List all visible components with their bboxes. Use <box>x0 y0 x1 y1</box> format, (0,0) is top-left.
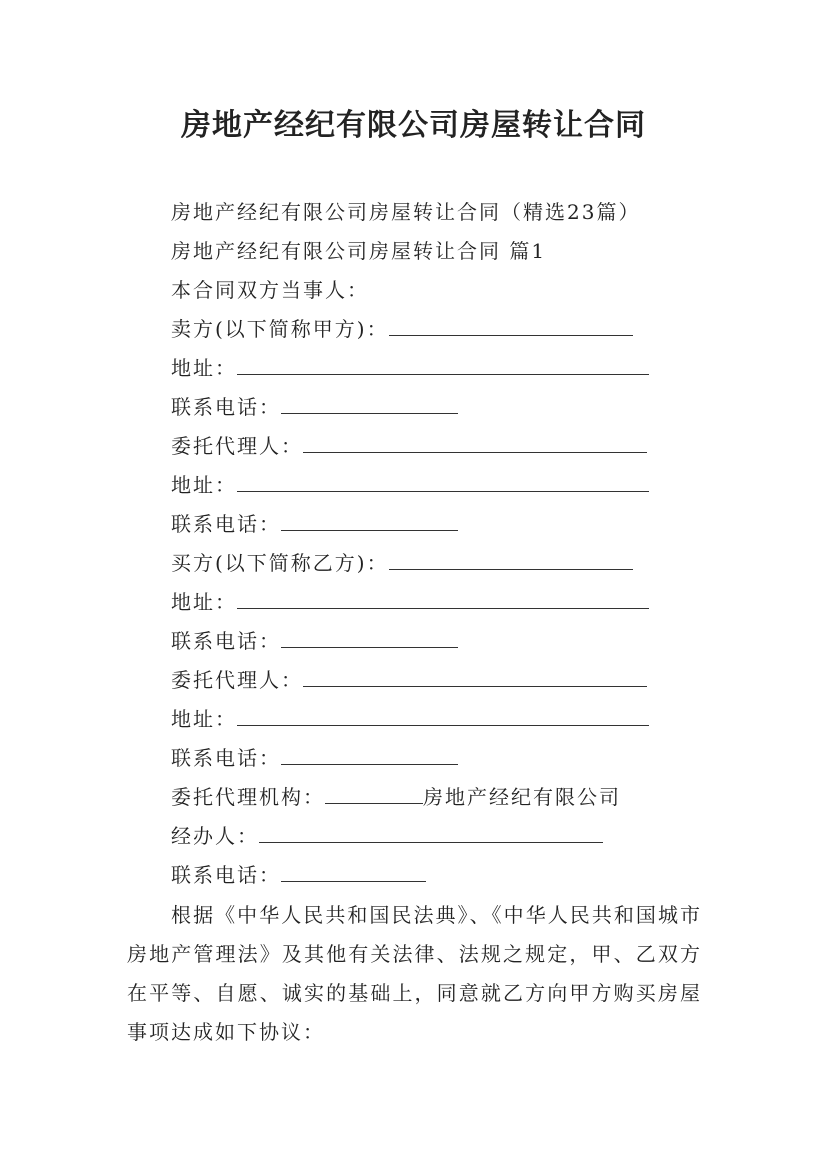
body-paragraph <box>127 896 702 1052</box>
buyer-agent-phone-blank <box>281 746 458 765</box>
field-label: 联系电话： <box>171 395 281 419</box>
buyer-address-field <box>171 589 649 615</box>
document-subtitle: 房地产经纪有限公司房屋转让合同（精选23篇） <box>171 200 641 224</box>
buyer-agent-address-field <box>171 706 649 732</box>
field-label: 地址： <box>171 473 237 497</box>
section-heading: 房地产经纪有限公司房屋转让合同 篇1 <box>171 239 547 263</box>
handler-field <box>171 823 603 849</box>
seller-agent-phone-blank <box>281 512 458 531</box>
field-label: 委托代理人： <box>171 434 303 458</box>
seller-address-field <box>171 355 649 381</box>
parties-intro: 本合同双方当事人： <box>171 278 369 302</box>
seller-agent-field <box>171 433 647 459</box>
field-label: 委托代理人： <box>171 668 303 692</box>
field-label: 联系电话： <box>171 863 281 887</box>
seller-field <box>171 316 633 342</box>
agency-blank <box>325 785 423 804</box>
buyer-agent-blank <box>303 668 647 687</box>
handler-phone-field <box>171 862 426 888</box>
field-label: 地址： <box>171 356 237 380</box>
body-paragraph-text: 根据《中华人民共和国民法典》、《中华人民共和国城市房地产管理法》及其他有关法律、法规之规定，甲、乙双方在平等、自愿、诚实的基础上，同意就乙方向甲方购买房屋事项达成如下协议： <box>127 903 702 1044</box>
buyer-field <box>171 550 633 576</box>
field-label: 委托代理机构： <box>171 785 325 809</box>
handler-blank <box>259 824 603 843</box>
field-label: 联系电话： <box>171 512 281 536</box>
seller-blank <box>389 317 633 336</box>
seller-address-blank <box>237 356 649 375</box>
document-title: 房地产经纪有限公司房屋转让合同 <box>181 108 646 143</box>
field-label: 联系电话： <box>171 629 281 653</box>
buyer-agent-phone-field <box>171 745 458 771</box>
seller-phone-field <box>171 394 458 420</box>
buyer-agent-field <box>171 667 647 693</box>
field-label: 联系电话： <box>171 746 281 770</box>
buyer-address-blank <box>237 590 649 609</box>
field-label: 买方(以下简称乙方)： <box>171 551 389 575</box>
buyer-blank <box>389 551 633 570</box>
buyer-phone-field <box>171 628 458 654</box>
buyer-phone-blank <box>281 629 458 648</box>
buyer-agent-address-blank <box>237 707 649 726</box>
seller-phone-blank <box>281 395 458 414</box>
agency-field <box>171 784 621 810</box>
field-label: 地址： <box>171 707 237 731</box>
handler-phone-blank <box>281 863 426 882</box>
seller-agent-address-blank <box>237 473 649 492</box>
field-label: 经办人： <box>171 824 259 848</box>
field-label: 地址： <box>171 590 237 614</box>
agency-suffix: 房地产经纪有限公司 <box>423 785 621 809</box>
seller-agent-address-field <box>171 472 649 498</box>
field-label: 卖方(以下简称甲方)： <box>171 317 389 341</box>
seller-agent-phone-field <box>171 511 458 537</box>
seller-agent-blank <box>303 434 647 453</box>
